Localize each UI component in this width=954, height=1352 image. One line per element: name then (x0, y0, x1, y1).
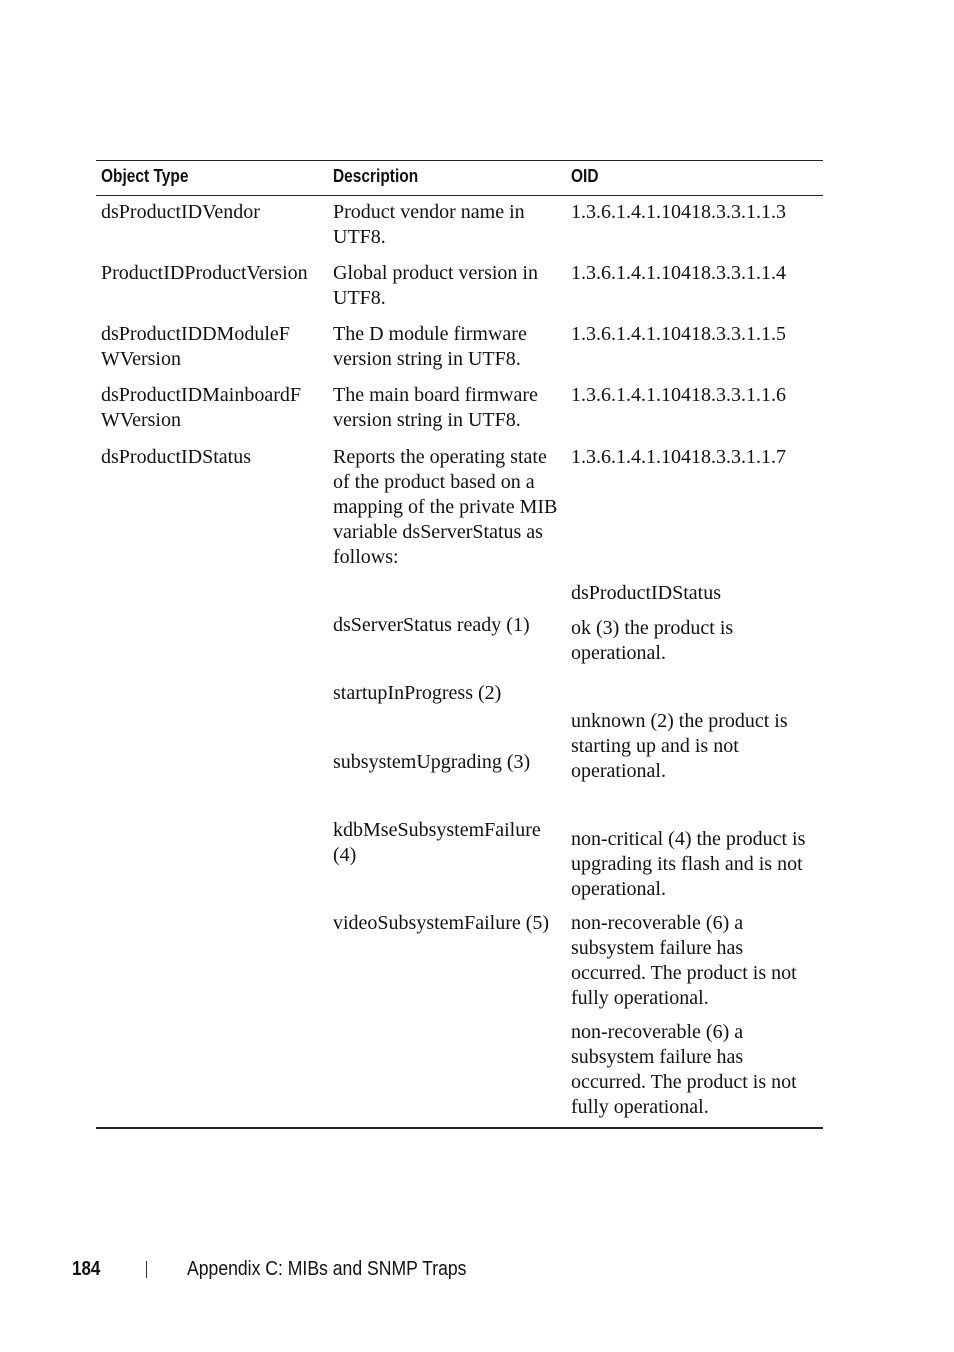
row-4-description: The main board firmware version string in UTF8. (333, 384, 538, 431)
row-4-object-type: dsProductIDMainboardF WVersion (101, 384, 301, 431)
row-1-oid: 1.3.6.1.4.1.10418.3.3.1.1.3 (571, 201, 786, 223)
page-number: 184 (72, 1258, 101, 1280)
row-1-object-type: dsProductIDVendor (101, 201, 260, 223)
ds-server-status-1: dsServerStatus ready (1) (333, 614, 530, 636)
ds-server-status-2: startupInProgress (2) (333, 682, 502, 704)
ds-product-id-status-heading: dsProductIDStatus (571, 582, 721, 604)
row-5-oid: 1.3.6.1.4.1.10418.3.3.1.1.7 (571, 446, 786, 468)
row-1-description: Product vendor name in UTF8. (333, 201, 525, 248)
ds-server-status-5: videoSubsystemFailure (5) (333, 912, 550, 934)
row-2-oid: 1.3.6.1.4.1.10418.3.3.1.1.4 (571, 262, 786, 284)
header-oid: OID (571, 166, 599, 186)
header-object-type: Object Type (101, 166, 189, 186)
ds-product-id-status-3: non-critical (4) the product is upgrading its flash and is not operational. (571, 828, 806, 900)
row-4-oid: 1.3.6.1.4.1.10418.3.3.1.1.6 (571, 384, 786, 406)
ds-product-id-status-4: non-recoverable (6) a subsystem failure has occurred. The product is not fully operational. (571, 912, 797, 1009)
row-2-description: Global product version in UTF8. (333, 262, 538, 309)
row-3-object-type: dsProductIDDModuleF WVersion (101, 323, 290, 370)
header-description: Description (333, 166, 419, 186)
table-top-rule (96, 160, 823, 161)
row-2-object-type: ProductIDProductVersion (101, 262, 308, 284)
table-bottom-rule (96, 1127, 823, 1129)
footer-separator (146, 1261, 147, 1278)
table-header-rule (96, 195, 823, 196)
row-3-oid: 1.3.6.1.4.1.10418.3.3.1.1.5 (571, 323, 786, 345)
ds-server-status-3: subsystemUpgrading (3) (333, 751, 531, 773)
ds-product-id-status-1: ok (3) the product is operational. (571, 617, 734, 664)
ds-product-id-status-5: non-recoverable (6) a subsystem failure has occurred. The product is not fully operational. (571, 1021, 797, 1118)
ds-server-status-4: kdbMseSubsystemFailure (4) (333, 819, 541, 866)
row-5-object-type: dsProductIDStatus (101, 446, 251, 468)
footer-section-title: Appendix C: MIBs and SNMP Traps (187, 1258, 467, 1280)
row-3-description: The D module firmware version string in UTF8. (333, 323, 527, 370)
row-5-description: Reports the operating state of the product based on a mapping of the private MIB variable dsServerStatus as follows: (333, 446, 558, 568)
ds-product-id-status-2: unknown (2) the product is starting up and is not operational. (571, 710, 788, 782)
